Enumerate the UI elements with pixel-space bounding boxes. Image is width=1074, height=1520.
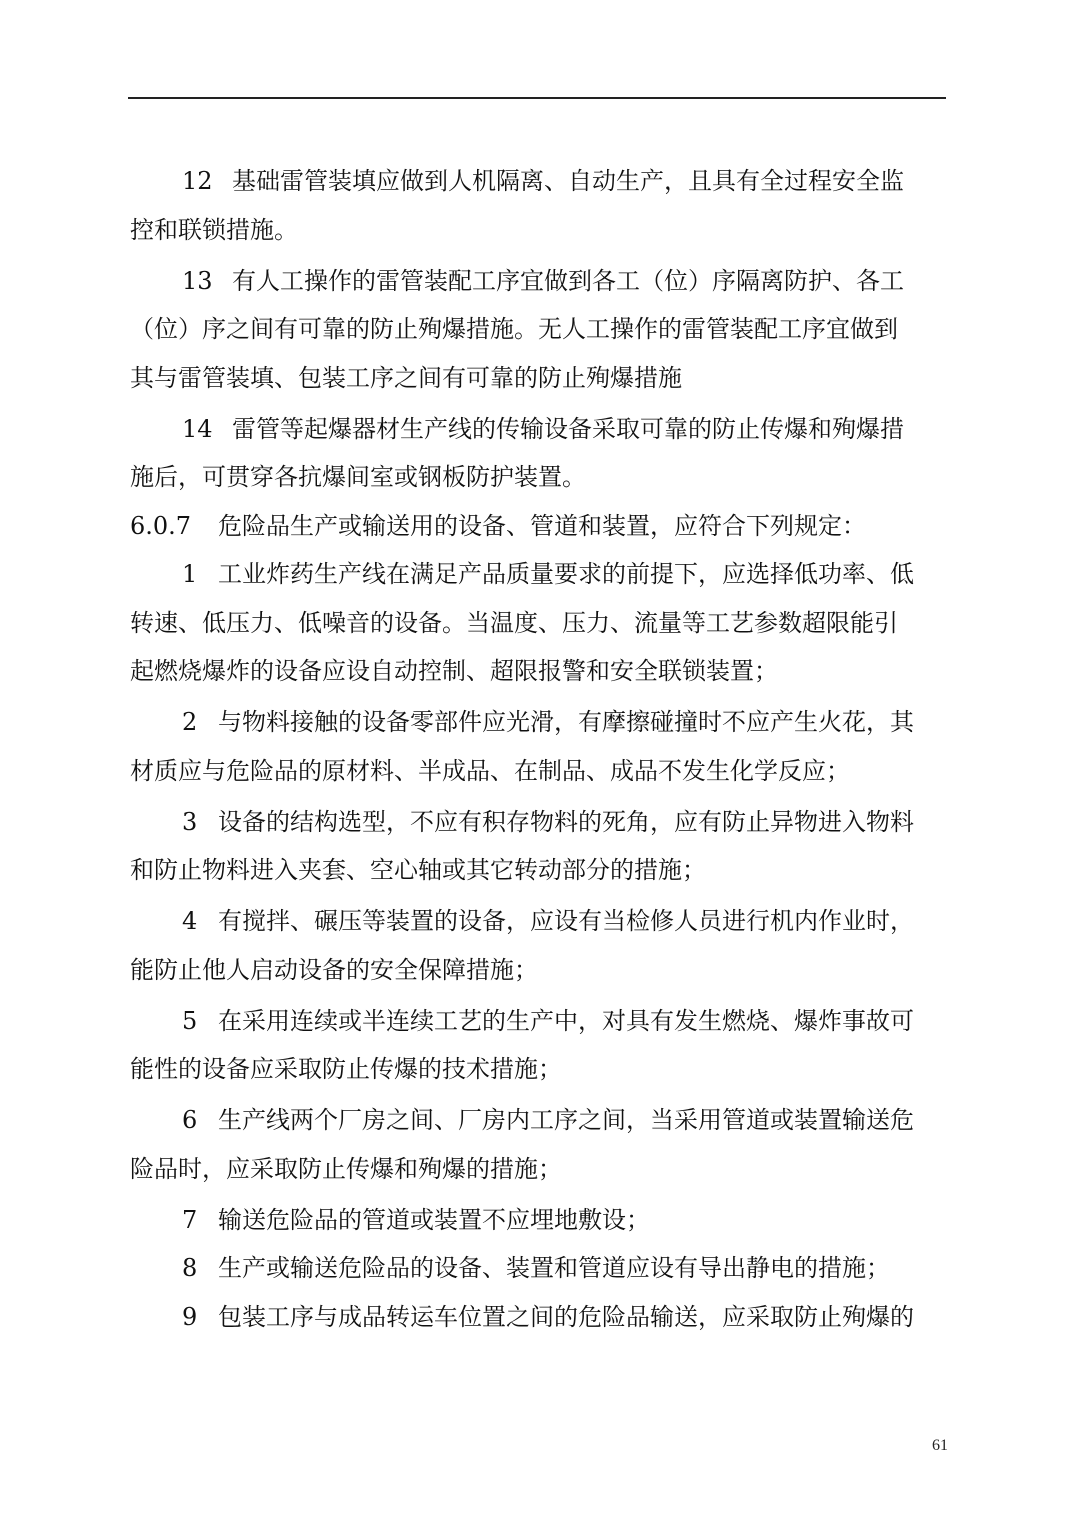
paragraph-line: 7 输送危险品的管道或装置不应埋地敷设； bbox=[130, 1196, 946, 1245]
list-item bbox=[130, 897, 946, 994]
item-number: 5 bbox=[182, 1006, 198, 1035]
section-heading: 6.0.7 危险品生产或输送用的设备、管道和装置，应符合下列规定： bbox=[130, 502, 946, 551]
paragraph-line: 14 雷管等起爆器材生产线的传输设备采取可靠的防止传爆和殉爆措 bbox=[130, 405, 946, 454]
paragraph-line: 9 包装工序与成品转运车位置之间的危险品输送，应采取防止殉爆的 bbox=[130, 1293, 946, 1342]
paragraph-line: 2 与物料接触的设备零部件应光滑，有摩擦碰撞时不应产生火花，其 bbox=[130, 698, 946, 747]
list-item bbox=[130, 798, 946, 895]
paragraph-line: 13 有人工操作的雷管装配工序宜做到各工（位）序隔离防护、各工 bbox=[130, 257, 946, 306]
paragraph-line: 能性的设备应采取防止传爆的技术措施； bbox=[130, 1055, 562, 1083]
list-item bbox=[130, 157, 946, 254]
item-number: 13 bbox=[182, 266, 213, 295]
paragraph-line: 4 有搅拌、碾压等装置的设备，应设有当检修人员进行机内作业时， bbox=[130, 897, 946, 946]
item-number: 1 bbox=[182, 560, 198, 588]
page-number: 61 bbox=[932, 1437, 948, 1454]
list-item bbox=[130, 405, 946, 502]
item-number: 3 bbox=[182, 807, 198, 836]
list-item bbox=[130, 997, 946, 1094]
item-number: 4 bbox=[182, 907, 198, 935]
item-number: 6 bbox=[182, 1106, 198, 1134]
list-item bbox=[130, 1196, 946, 1245]
paragraph-line: 控和联锁措施。 bbox=[130, 215, 298, 244]
item-number: 14 bbox=[182, 414, 213, 443]
document-body bbox=[130, 157, 946, 1341]
paragraph-line: 起燃烧爆炸的设备应设自动控制、超限报警和安全联锁装置； bbox=[130, 657, 778, 685]
list-item bbox=[130, 1096, 946, 1193]
paragraph-line: 3 设备的结构选型，不应有积存物料的死角，应有防止异物进入物料 bbox=[130, 798, 946, 847]
paragraph-line: （位）序之间有可靠的防止殉爆措施。无人工操作的雷管装配工序宜做到 bbox=[130, 315, 898, 343]
paragraph-line: 险品时，应采取防止传爆和殉爆的措施； bbox=[130, 1154, 562, 1183]
item-number: 7 bbox=[182, 1205, 198, 1234]
paragraph-line: 材质应与危险品的原材料、半成品、在制品、成品不发生化学反应； bbox=[130, 756, 850, 785]
paragraph-line: 8 生产或输送危险品的设备、装置和管道应设有导出静电的措施； bbox=[130, 1244, 946, 1293]
item-number: 8 bbox=[182, 1254, 198, 1282]
section-number: 6.0.7 bbox=[130, 511, 192, 540]
item-number: 9 bbox=[182, 1302, 198, 1331]
paragraph-line: 能防止他人启动设备的安全保障措施； bbox=[130, 955, 538, 984]
list-item bbox=[130, 1293, 946, 1342]
header-rule bbox=[128, 97, 946, 99]
item-number: 12 bbox=[182, 167, 213, 195]
paragraph-line: 转速、低压力、低噪音的设备。当温度、压力、流量等工艺参数超限能引 bbox=[130, 608, 898, 637]
list-item bbox=[130, 1244, 946, 1293]
paragraph-line: 其与雷管装填、包装工序之间有可靠的防止殉爆措施 bbox=[130, 363, 682, 392]
list-item bbox=[130, 257, 946, 403]
paragraph-line: 施后，可贯穿各抗爆间室或钢板防护装置。 bbox=[130, 463, 586, 491]
paragraph-line: 6 生产线两个厂房之间、厂房内工序之间，当采用管道或装置输送危 bbox=[130, 1096, 946, 1145]
list-item bbox=[130, 698, 946, 795]
paragraph-line: 1 工业炸药生产线在满足产品质量要求的前提下，应选择低功率、低 bbox=[130, 550, 946, 599]
item-number: 2 bbox=[182, 708, 198, 736]
paragraph-line: 5 在采用连续或半连续工艺的生产中，对具有发生燃烧、爆炸事故可 bbox=[130, 997, 946, 1046]
paragraph-line: 和防止物料进入夹套、空心轴或其它转动部分的措施； bbox=[130, 856, 706, 884]
paragraph-line: 12 基础雷管装填应做到人机隔离、自动生产，且具有全过程安全监 bbox=[130, 157, 946, 206]
list-item bbox=[130, 550, 946, 696]
